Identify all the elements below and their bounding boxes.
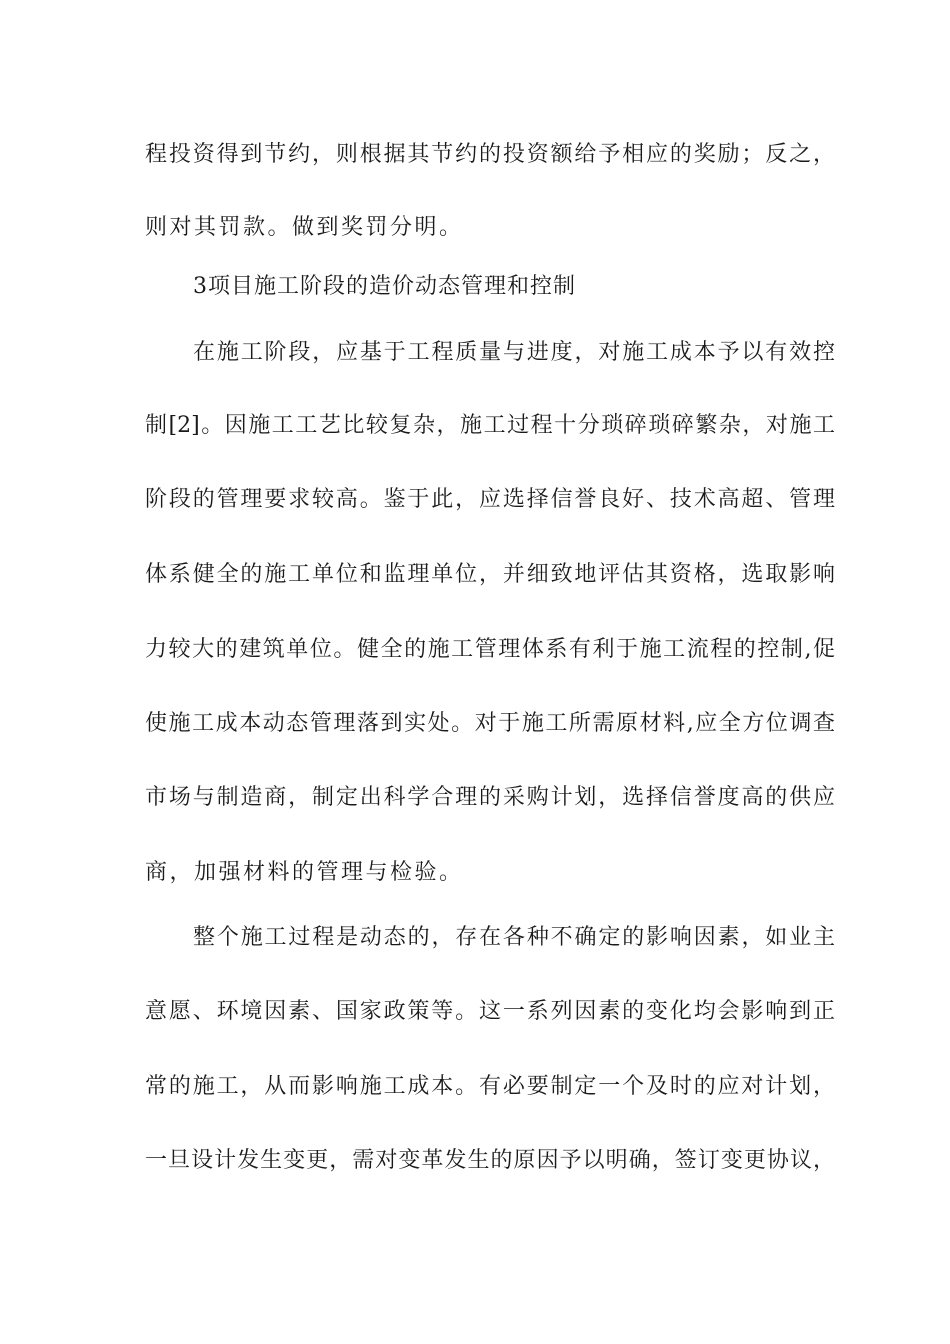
section-heading: 3项目施工阶段的造价动态管理和控制 xyxy=(193,274,576,299)
text-line-7: 体系健全的施工单位和监理单位，并细致地评估其资格，选取影响 xyxy=(145,562,835,587)
text-line-10: 市场与制造商，制定出科学合理的采购计划，选择信誉度高的供应 xyxy=(145,785,835,810)
text-line-5: 制[2]。因施工工艺比较复杂，施工过程十分琐碎琐碎繁杂，对施工 xyxy=(145,413,835,438)
text-line-11: 商，加强材料的管理与检验。 xyxy=(145,860,464,885)
text-line-12: 整个施工过程是动态的，存在各种不确定的影响因素，如业主 xyxy=(193,925,835,950)
text-line-15: 一旦设计发生变更，需对变革发生的原因予以明确，签订变更协议， xyxy=(145,1148,835,1173)
text-line-9: 使施工成本动态管理落到实处。对于施工所需原材料,应全方位调查 xyxy=(145,711,835,736)
text-line-4: 在施工阶段，应基于工程质量与进度，对施工成本予以有效控 xyxy=(193,340,835,365)
text-line-14: 常的施工，从而影响施工成本。有必要制定一个及时的应对计划， xyxy=(145,1074,835,1099)
text-line-2: 则对其罚款。做到奖罚分明。 xyxy=(145,215,464,240)
text-line-1: 程投资得到节约，则根据其节约的投资额给予相应的奖励；反之， xyxy=(145,142,835,167)
text-line-8: 力较大的建筑单位。健全的施工管理体系有利于施工流程的控制,促 xyxy=(145,637,835,662)
text-line-13: 意愿、环境因素、国家政策等。这一系列因素的变化均会影响到正 xyxy=(145,999,835,1024)
text-line-6: 阶段的管理要求较高。鉴于此，应选择信誉良好、技术高超、管理 xyxy=(145,487,835,512)
